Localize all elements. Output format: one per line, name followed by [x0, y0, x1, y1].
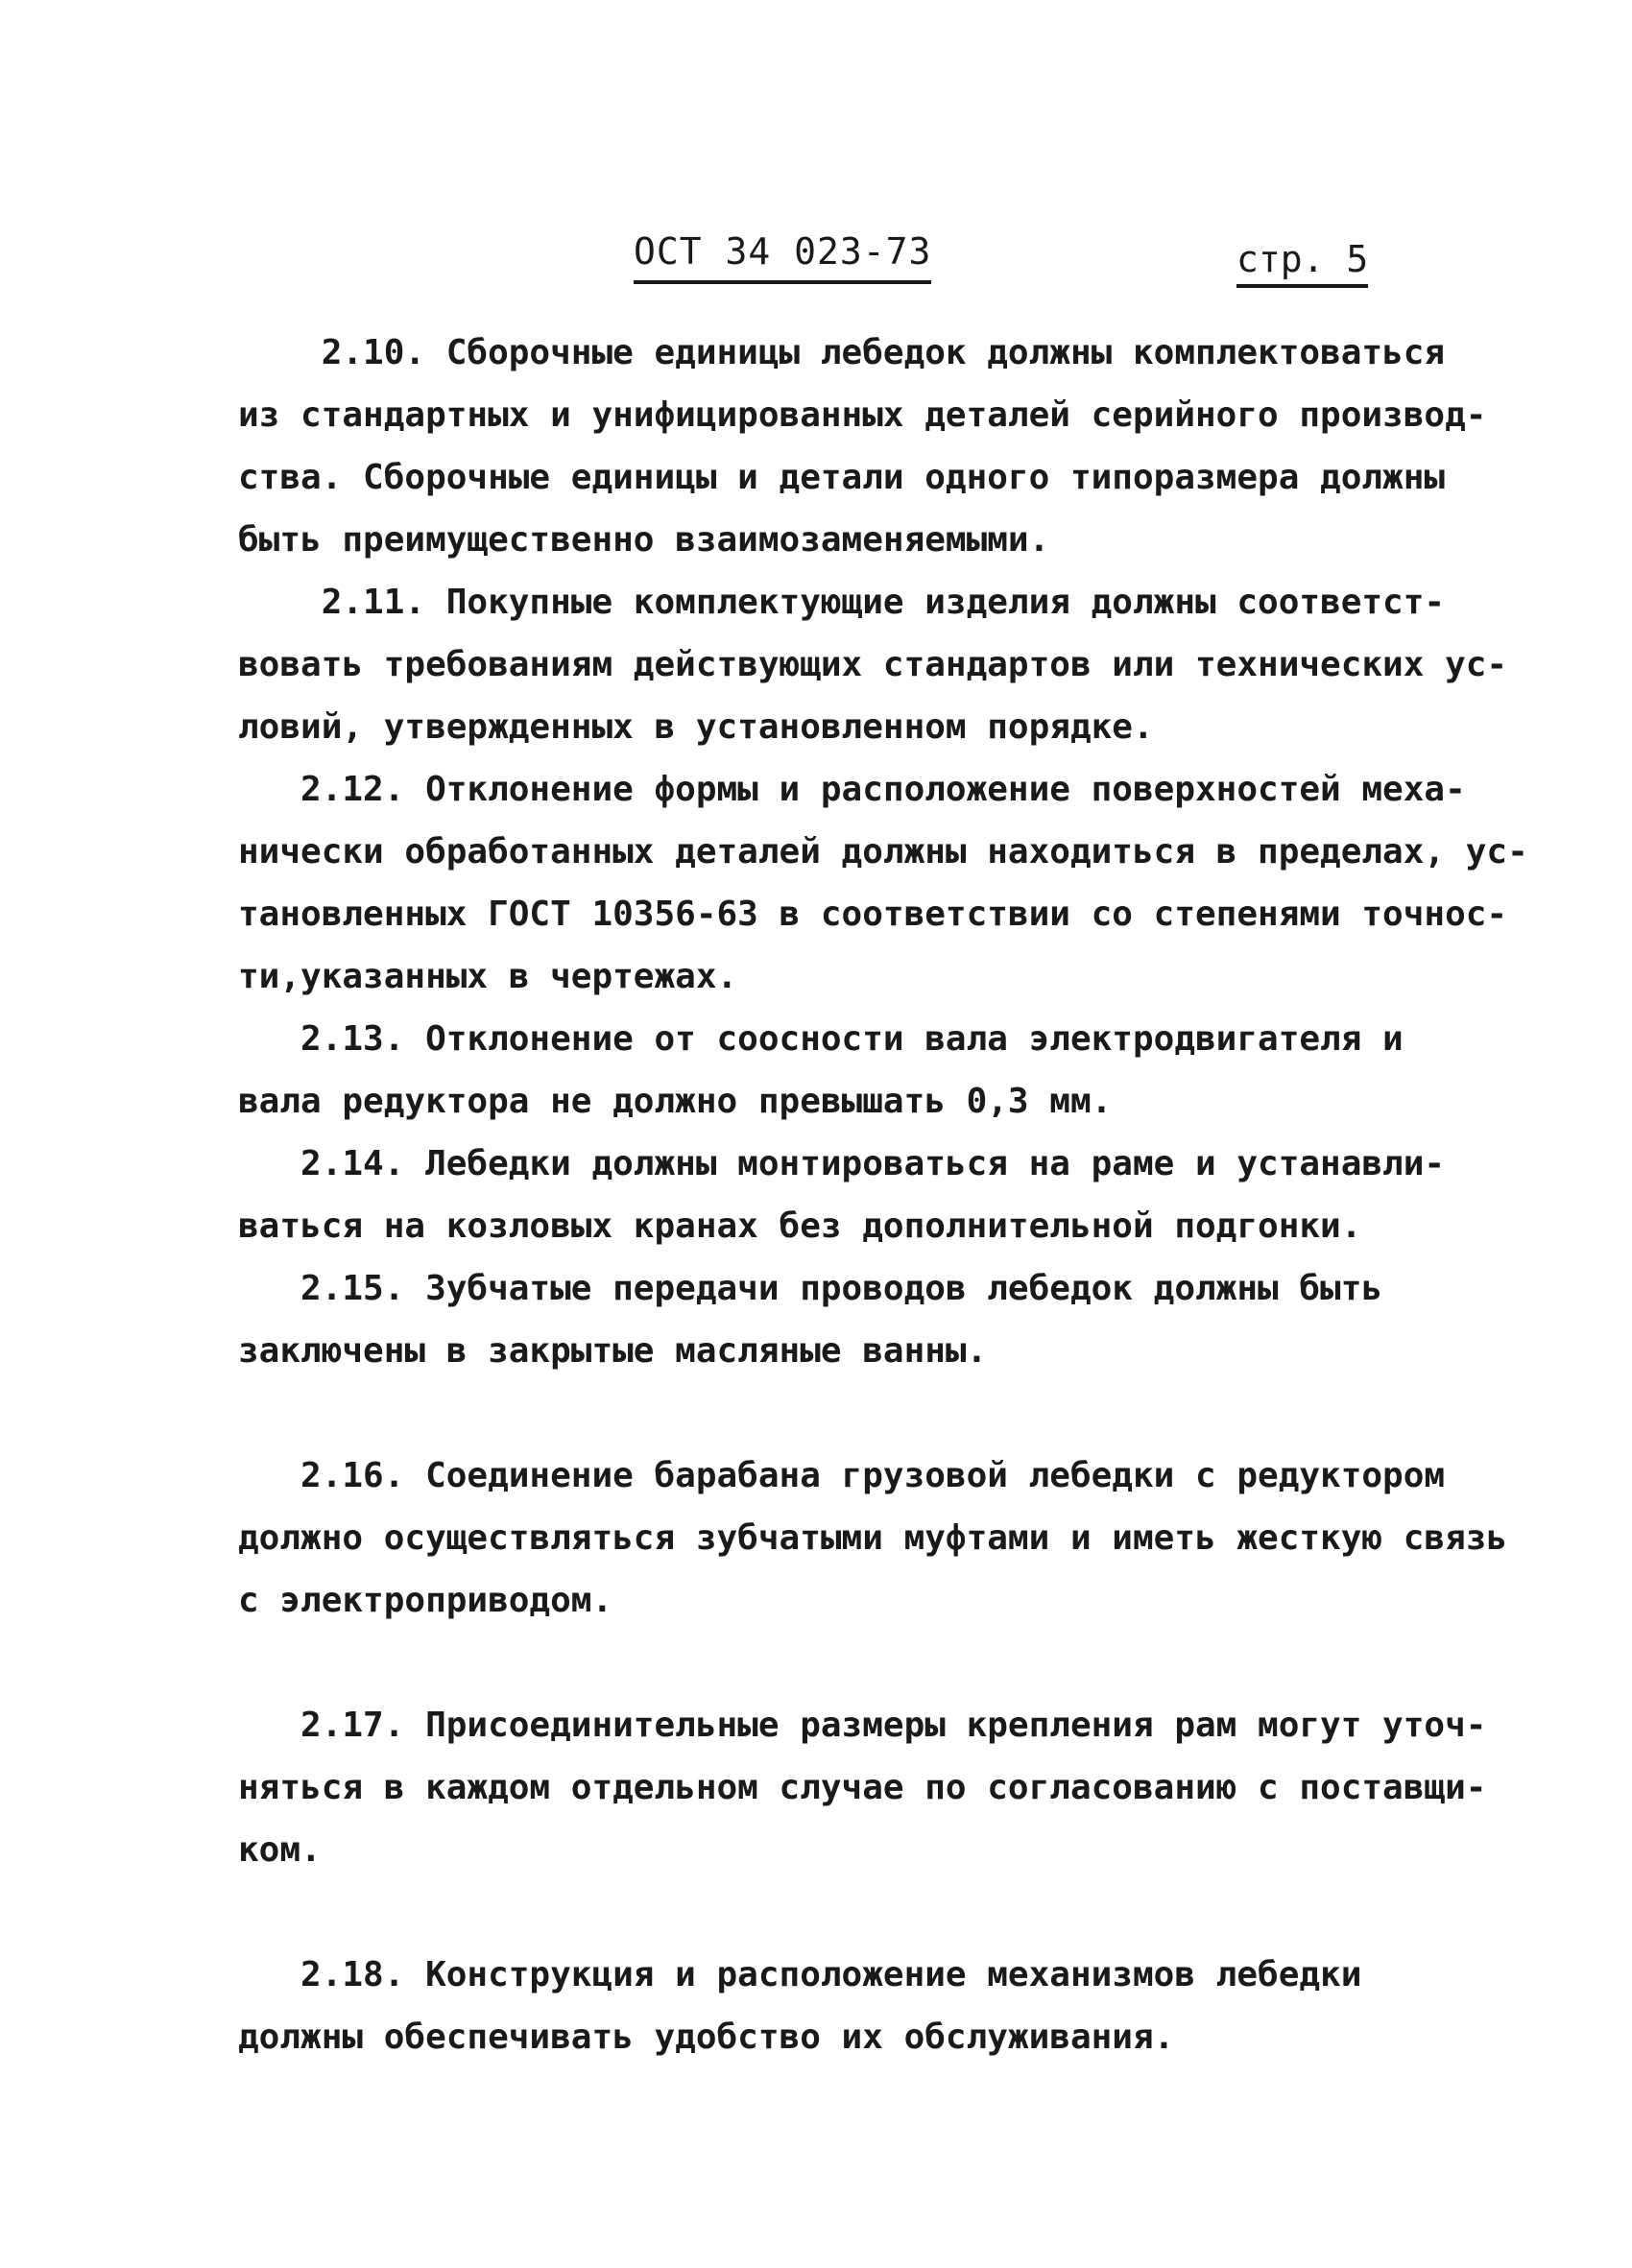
document-body	[238, 322, 1528, 2068]
text-line: няться в каждом отдельном случае по согласованию с поставщи-	[238, 1768, 1487, 1807]
text-line: заключены в закрытые масляные ванны.	[238, 1331, 988, 1371]
blank-line	[238, 1881, 1404, 1944]
text-line: быть преимущественно взаимозаменяемыми.	[238, 520, 1050, 560]
text-line: ком.	[238, 1830, 322, 1870]
text-line: 2.12. Отклонение формы и расположение поверхностей меха-	[238, 770, 1466, 809]
text-line: тановленных ГОСТ 10356-63 в соответствии со степенями точнос-	[238, 895, 1508, 934]
text-line: 2.14. Лебедки должны монтироваться на раме и устанавли-	[238, 1144, 1446, 1183]
text-line: из стандартных и унифицированных деталей серийного производ-	[238, 395, 1487, 435]
text-line: с электроприводом.	[238, 1581, 613, 1620]
blank-line	[238, 1382, 1404, 1444]
text-line: ваться на козловых кранах без дополнительной подгонки.	[238, 1206, 1362, 1246]
text-line: ти,указанных в чертежах.	[238, 957, 738, 996]
text-line: 2.11. Покупные комплектующие изделия должны соответст-	[238, 583, 1446, 622]
text-line: нически обработанных деталей должны находиться в пределах, ус-	[238, 832, 1528, 871]
text-line: вала редуктора не должно превышать 0,3 мм.	[238, 1082, 1113, 1121]
text-line: должно осуществляться зубчатыми муфтами и иметь жесткую связь	[238, 1518, 1508, 1558]
page-number: стр. 5	[1236, 238, 1368, 288]
text-line: ства. Сборочные единицы и детали одного типоразмера должны	[238, 458, 1446, 497]
text-line: 2.17. Присоединительные размеры крепления рам могут уточ-	[238, 1706, 1487, 1745]
text-line: вовать требованиям действующих стандартов или технических ус-	[238, 645, 1508, 684]
text-line: 2.15. Зубчатые передачи проводов лебедок должны быть	[238, 1269, 1383, 1308]
standard-number: ОСТ 34 023-73	[634, 230, 931, 284]
blank-line	[238, 1632, 1404, 1694]
text-line: 2.18. Конструкция и расположение механизмов лебедки	[238, 1955, 1362, 1994]
text-line: ловий, утвержденных в установленном порядке.	[238, 707, 1154, 747]
text-line: 2.16. Соединение барабана грузовой лебедки с редуктором	[238, 1456, 1446, 1495]
text-line: должны обеспечивать удобство их обслуживания.	[238, 2017, 1175, 2057]
text-line: 2.13. Отклонение от соосности вала электродвигателя и	[238, 1019, 1404, 1059]
text-line: 2.10. Сборочные единицы лебедок должны комплектоваться	[238, 333, 1446, 372]
